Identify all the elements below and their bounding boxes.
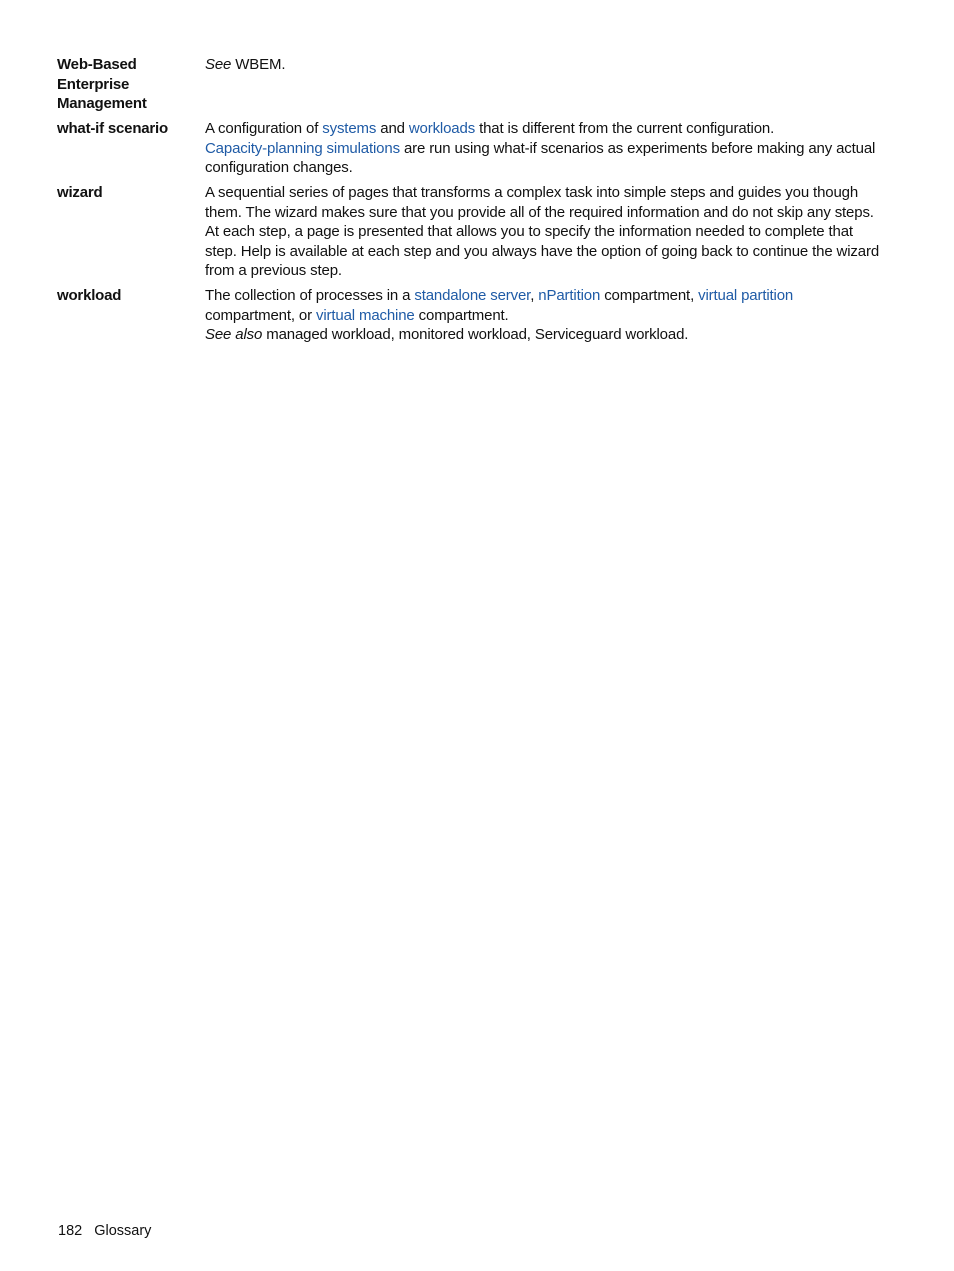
glossary-entry-wbem	[57, 55, 887, 119]
glossary-entry-what-if-scenario	[57, 119, 887, 183]
definition-text: that is different from the current configuration.	[479, 120, 775, 137]
see-target: WBEM.	[235, 56, 286, 73]
definition-text: A configuration of	[205, 120, 319, 137]
link-virtual-machine[interactable]: virtual machine	[316, 306, 415, 324]
glossary-definition	[205, 286, 887, 345]
glossary-term	[57, 55, 205, 114]
link-virtual-partition[interactable]: virtual partition	[698, 287, 794, 304]
see-label: See	[205, 56, 232, 73]
glossary-definition: A sequential series of pages that transforms a complex task into simple steps and guides you though them. The wizard makes sure that you provide all of the required information and do not skip any steps. At each step, a page is presented that allows you to specify the information needed to complete that step. Help is available at each step and you always have the option of going back to continue the wizard from a previous step.	[205, 184, 880, 280]
definition-text: The collection of processes in a	[205, 287, 411, 304]
glossary-entry-wizard	[57, 183, 887, 286]
definition-text: compartment.	[418, 306, 509, 324]
glossary-entry-workload	[57, 286, 887, 345]
see-also-label: See also	[205, 326, 263, 344]
link-capacity-planning-simulations[interactable]: Capacity-planning simulations	[205, 139, 400, 157]
definition-text: compartment,	[604, 287, 695, 304]
term-line: Web-Based	[57, 56, 137, 73]
link-systems[interactable]: systems	[322, 120, 377, 137]
definition-text: compartment, or	[205, 306, 312, 324]
definition-text: and	[380, 120, 405, 137]
page-number: 182	[58, 1223, 83, 1239]
glossary-term: wizard	[57, 184, 103, 201]
glossary-term: what-if scenario	[57, 120, 168, 137]
link-standalone-server[interactable]: standalone server	[414, 287, 531, 304]
link-workloads[interactable]: workloads	[408, 120, 476, 137]
link-npartition[interactable]: nPartition	[538, 287, 601, 304]
glossary-list	[57, 55, 887, 345]
page-footer	[58, 1222, 151, 1241]
see-also-text: managed workload, monitored workload, Serviceguard workload.	[266, 326, 689, 344]
term-line: Management	[57, 95, 147, 113]
term-line: Enterprise	[57, 75, 130, 93]
footer-section-label: Glossary	[94, 1223, 152, 1239]
definition-text: ,	[530, 287, 535, 304]
definition-text: are run using what-if scenarios as experiments before making any actual configuration changes.	[205, 139, 876, 177]
glossary-definition	[205, 55, 887, 75]
glossary-term: workload	[57, 287, 122, 304]
glossary-definition	[205, 119, 887, 178]
